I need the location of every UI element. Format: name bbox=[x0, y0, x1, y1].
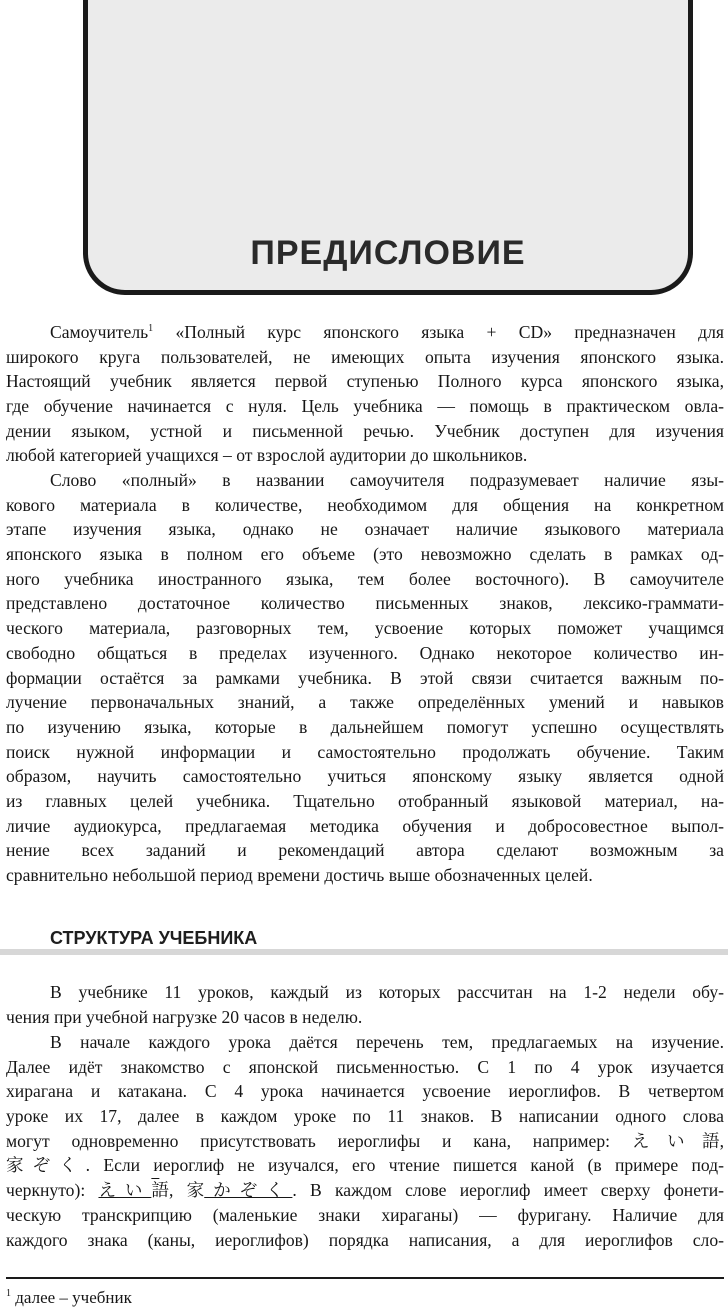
text-line: японского языка в полном его объеме (это невозможно сделать в рамках од- bbox=[6, 544, 724, 565]
footnote-divider bbox=[6, 1277, 724, 1279]
text-line: 家ぞく. Если иероглиф не изучался, его чтение пишется каной (в примере под- bbox=[6, 1155, 724, 1176]
footnote: $^1$ далее – учебник bbox=[6, 1288, 132, 1307]
text-line: где обучение начинается с нуля. Цель учебника — помощь в практическом овла- bbox=[6, 396, 724, 417]
title-frame bbox=[83, 0, 693, 295]
text-line: чения при учебной нагрузке 20 часов в неделю. bbox=[6, 1006, 363, 1027]
text-line: по изучению языка, которые в дальнейшем помогут успешно осуществлять bbox=[6, 716, 724, 737]
text-line: свободно общаться в пределах изученного. Однако некоторое количество ин- bbox=[6, 642, 724, 663]
text-line: лучение первоначальных знаний, а также определённых умений и навыков bbox=[6, 692, 724, 713]
text-line: Слово «полный» в названии самоучителя подразумевает наличие язы- bbox=[50, 470, 724, 490]
text-line: ного учебника иностранного языка, тем более восточного). В самоучителе bbox=[6, 568, 724, 589]
text-line: нение всех заданий и рекомендаций автора сделают возможным за bbox=[6, 840, 724, 861]
footnote-ref: 1 bbox=[148, 323, 154, 334]
text-line: могут одновременно присутствовать иероглифы и кана, например: えい 語, bbox=[6, 1130, 724, 1151]
text-line: кового материала в количестве, необходимом для общения на конкретном bbox=[6, 494, 724, 515]
text-line: В учебнике 11 уроков, каждый из которых рассчитан на 1-2 недели обу- bbox=[50, 982, 724, 1002]
text-line: В начале каждого урока даётся перечень тем, предлагаемых на изучение. bbox=[50, 1032, 724, 1052]
footnote-mark: 1 bbox=[6, 1288, 11, 1299]
text-line: представлено достаточное количество письменных знаков, лексико-граммати- bbox=[6, 593, 724, 614]
text-line: хирагана и катакана. С 4 урока начинается усвоение иероглифов. В четвертом bbox=[6, 1081, 724, 1102]
text-line: каждого знака (каны, иероглифов) порядка написания, а для иероглифов сло- bbox=[6, 1229, 724, 1250]
text-line: дении языком, устной и письменной речью. Учебник доступен для изучения bbox=[6, 420, 724, 441]
preface-paragraph-1 bbox=[6, 320, 724, 468]
example-word-english: えい 語 bbox=[631, 1130, 720, 1151]
structure-paragraph-1 bbox=[6, 980, 724, 1029]
text-line: ческого материала, разговорных тем, усвоение которых поможет учащимся bbox=[6, 618, 724, 639]
text-line: черкнуто): えい 語, 家かぞく. В каждом слове иероглиф имеет сверху фонети- bbox=[6, 1180, 724, 1201]
text-line: из главных целей учебника. Тщательно отобранный языковой материал, на- bbox=[6, 790, 724, 811]
example-word-family: 家ぞく bbox=[6, 1155, 86, 1176]
section-heading-bar bbox=[0, 925, 728, 955]
text-line: Самоучитель$^1$ «Полный курс японского языка + CD» предназначен для bbox=[50, 322, 724, 342]
section-heading: СТРУКТУРА УЧЕБНИКА bbox=[50, 928, 258, 948]
text-line: уроке их 17, далее в каждом уроке по 11 знаков. В написании одного слова bbox=[6, 1106, 724, 1127]
text-line: поиск нужной информации и самостоятельно продолжать обучение. Таким bbox=[6, 741, 724, 762]
structure-paragraph-2 bbox=[6, 1030, 724, 1252]
text-line: этапе изучения языка, однако не означает наличие языкового материала bbox=[6, 519, 724, 540]
example-word-english-underlined: えい 語 bbox=[98, 1180, 169, 1201]
text-line: Настоящий учебник является первой ступенью Полного курса японского языка, bbox=[6, 371, 724, 392]
example-word-family-underlined: 家かぞく bbox=[186, 1180, 293, 1201]
text-line: формации остаётся за рамками учебника. В этой связи считается важным по- bbox=[6, 667, 724, 688]
text-line: Далее идёт знакомство с японской письменностью. С 1 по 4 урок изучается bbox=[6, 1056, 724, 1077]
text-line: образом, научить самостоятельно учиться японскому языку является одной bbox=[6, 766, 724, 787]
text-line: личие аудиокурса, предлагаемая методика обучения и добросовестное выпол- bbox=[6, 815, 724, 836]
preface-paragraph-2 bbox=[6, 468, 724, 888]
text-line: ческую транскрипцию (маленькие знаки хираганы) — фуригану. Наличие для bbox=[6, 1204, 724, 1225]
text-line: сравнительно небольшой период времени достичь выше обозначенных целей. bbox=[6, 865, 593, 885]
page-title: ПРЕДИСЛОВИЕ bbox=[250, 234, 526, 272]
text-line: любой категорией учащихся – от взрослой аудитории до школьников. bbox=[6, 445, 528, 466]
text-line: широкого круга пользователей, не имеющих опыта изучения японского языка. bbox=[6, 346, 724, 367]
